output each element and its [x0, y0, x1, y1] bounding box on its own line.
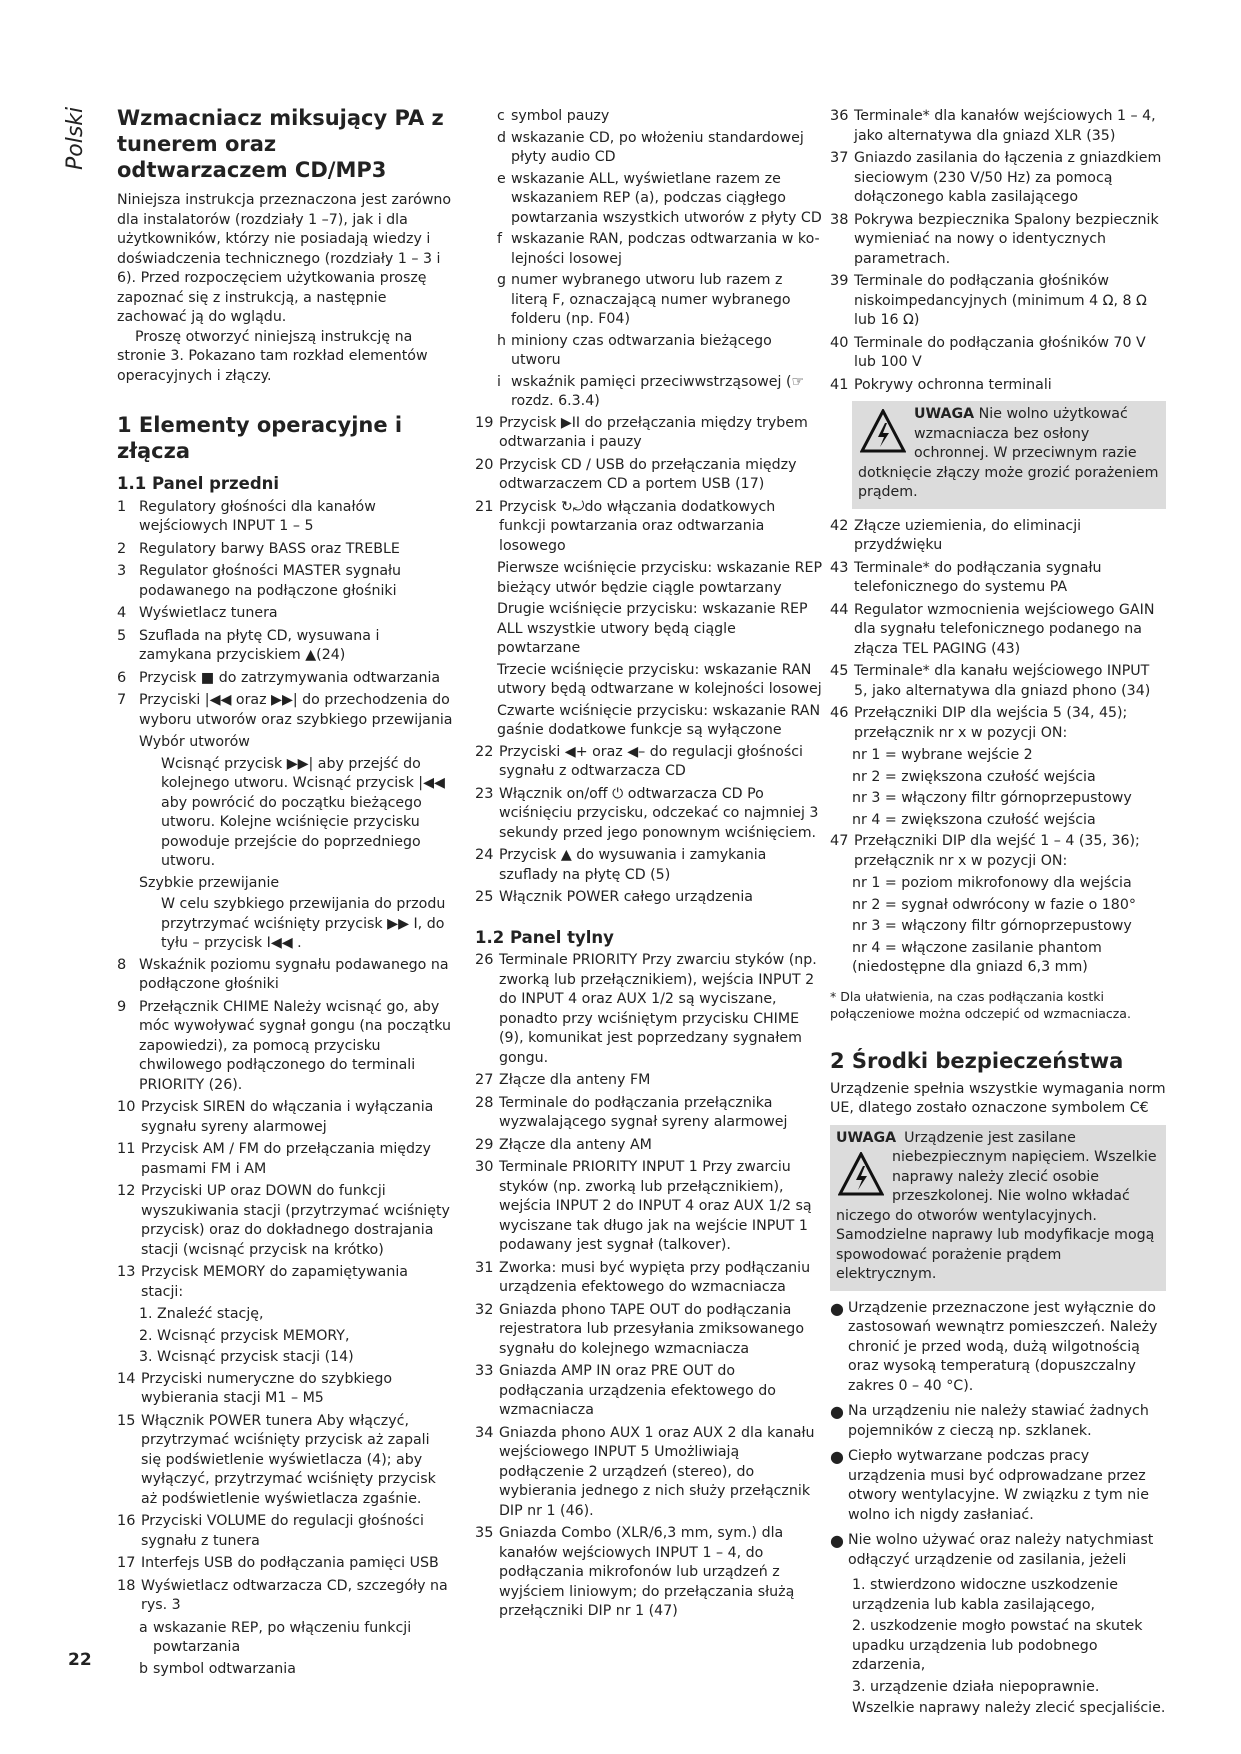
item-text: Pokrywy ochronna terminali	[854, 376, 1052, 393]
item-number: 38	[830, 211, 849, 228]
sub-item-letter: b	[139, 1660, 149, 1677]
section-1-2-heading: 1.2 Panel tylny	[475, 927, 614, 947]
list-item	[830, 376, 1166, 396]
list-item	[117, 1263, 453, 1302]
list-item	[475, 743, 823, 782]
item-number: 36	[830, 108, 849, 124]
bullet-text: Nie wolno używać oraz należy natychmiast odłączyć urządzenie od zasilania, jeżeli	[848, 1532, 1154, 1568]
item-list	[117, 1370, 453, 1616]
item-number: 13	[117, 1264, 136, 1280]
item-list	[830, 517, 1166, 744]
item-text: Przyciski UP oraz DOWN do funkcji wyszukiwania stacji (przytrzymać wciśnięty przycisk) oraz do dokładnego dostrajania stacji (wcisnąć przycisk na krótko)	[141, 1183, 450, 1258]
item-number: 31	[475, 1259, 494, 1276]
item-text: Przycisk SIREN do włączania i wyłączania sygnału syreny alarmowej	[141, 1099, 434, 1135]
sub-item-text: wskazanie CD, po włożeniu standardowej płyty audio CD	[511, 129, 804, 165]
item-number: 34	[475, 1424, 494, 1441]
item18-subs-cont	[475, 107, 823, 412]
list-item	[830, 559, 1166, 598]
warning-label: UWAGA	[836, 1129, 897, 1146]
item-text: Przełącznik CHIME Należy wcisnąć go, aby móc wywoływać sygnał gongu (na początku zapowiedzi), za pomocą przycisku chwilowego podłączonego do terminali PRIORITY (26).	[139, 998, 452, 1093]
item-text: Terminale do podłączania przełącznika wyzwalającego sygnał syreny alarmowej	[499, 1094, 788, 1130]
dip-line: nr 3 = włączony filtr górnoprzepustowy	[852, 918, 1132, 934]
item-number: 3	[117, 563, 127, 579]
list-item	[117, 604, 453, 624]
bullet4-steps	[830, 1576, 1166, 1697]
list-item	[117, 562, 453, 601]
item47-lines	[830, 874, 1166, 978]
sub-item-text: wskazanie REP, po włączeniu funkcji powtarzania	[153, 1619, 412, 1655]
item-number: 28	[475, 1094, 494, 1111]
step-line: 2. Wcisnąć przycisk MEMORY,	[139, 1327, 350, 1344]
item-text: Terminale do podłączania głośników 70 V lub 100 V	[854, 334, 1146, 370]
item-text: Terminale do podłączania głośników niskoimpedancyjnych (minimum 4 Ω, 8 Ω lub 16 Ω)	[854, 273, 1147, 328]
item-text: Przyciski VOLUME do regulacji głośności sygnału z tunera	[141, 1513, 424, 1549]
sub-item-letter: i	[497, 373, 501, 390]
sub-item-text: symbol pauzy	[511, 108, 610, 124]
sub-item	[497, 107, 823, 127]
list-item	[117, 998, 453, 1096]
item-text: Pokrywa bezpiecznika Spalony bezpiecznik wymieniać na nowy o identycznych parametrach.	[854, 211, 1159, 267]
mode-line: Pierwsze wciśnięcie przycisku: wskazanie REP bieżący utwór będzie ciągle powtarzany	[497, 560, 823, 596]
list-item	[830, 149, 1166, 208]
item-number: 42	[830, 517, 849, 534]
bullet-item	[830, 1531, 1166, 1570]
item7-sub1-head: Wybór utworów	[139, 734, 250, 750]
list-item	[475, 1071, 823, 1091]
item-number: 7	[117, 692, 127, 708]
list-item	[830, 832, 1166, 871]
list-item	[117, 1370, 453, 1409]
item-number: 18	[117, 1577, 136, 1594]
item21-lines	[475, 559, 823, 741]
mode-line: Drugie wciśnięcie przycisku: wskazanie REP ALL wszystkie utwory będą ciągle powtarzane	[497, 601, 808, 656]
warning-box-2	[830, 1125, 1166, 1291]
column-2	[475, 105, 823, 1625]
item-text: Terminale* dla kanałów wejściowych 1 – 4, jako alternatywa dla gniazd XLR (35)	[854, 108, 1156, 144]
list-item	[475, 846, 823, 885]
list-item	[117, 498, 453, 537]
list-item	[830, 601, 1166, 660]
list-item	[830, 211, 1166, 270]
list-item	[117, 540, 453, 560]
item-list	[830, 832, 1166, 871]
item-number: 26	[475, 952, 494, 968]
step-line: 1. Znaleźć stację,	[139, 1306, 264, 1322]
step-line: 2. uszkodzenie mogło powstać na skutek upadku urządzenia lub podobnego zdarzenia,	[852, 1618, 1143, 1673]
list-item	[475, 1094, 823, 1133]
item-text: Wskaźnik poziomu sygnału podawanego na podłączone głośniki	[139, 956, 449, 992]
item-text: Regulator wzmocnienia wejściowego GAIN dla sygnału telefonicznego podanego na złącza TEL PAGING (43)	[854, 601, 1155, 657]
list-item	[475, 414, 823, 453]
sub-item-letter: d	[497, 129, 507, 146]
item-text: Przyciski numeryczne do szybkiego wybierania stacji M1 – M5	[141, 1370, 393, 1406]
item-list	[475, 743, 823, 908]
item-text: Terminale PRIORITY Przy zwarciu styków (np. zworką lub przełącznikiem), wejścia INPUT 2 do INPUT 4 oraz AUX 1/2 są wyciszane, ponadto przy wciśniętym przycisku CHIME (9), komunikat jest poprzedzany sygnałem gongu.	[499, 952, 817, 1066]
item-number: 40	[830, 334, 849, 351]
list-item	[117, 1412, 453, 1510]
item-text: Przyciski ◀+ oraz ◀– do regulacji głośności sygnału z odtwarzacza CD	[499, 743, 803, 779]
column-1	[117, 105, 453, 1681]
item-number: 22	[475, 743, 494, 760]
item-text: Przycisk AM / FM do przełączania między pasmami FM i AM	[141, 1141, 431, 1177]
item-number: 16	[117, 1513, 136, 1529]
item-number: 15	[117, 1412, 136, 1429]
page-number: 22	[68, 1650, 92, 1670]
item-number: 21	[475, 498, 494, 515]
item-number: 25	[475, 889, 494, 905]
item-text: Szuflada na płytę CD, wysuwana i zamykana przyciskiem ▲(24)	[139, 627, 380, 663]
item-text: Przycisk ↻⤾do włączania dodatkowych funkcji powtarzania oraz odtwarzania losowego	[499, 498, 776, 554]
dip-line: nr 4 = włączone zasilanie phantom (niedostępne dla gniazd 6,3 mm)	[852, 939, 1102, 975]
item-number: 17	[117, 1555, 136, 1571]
item-number: 35	[475, 1525, 494, 1541]
item-number: 20	[475, 456, 494, 473]
sub-item	[497, 230, 823, 269]
item-number: 37	[830, 150, 849, 166]
item-text: Przycisk ▶II do przełączania między trybem odtwarzania i pauzy	[499, 414, 808, 450]
item-number: 6	[117, 669, 127, 686]
list-item	[475, 888, 823, 908]
item-number: 44	[830, 601, 849, 618]
list-item	[475, 1524, 823, 1622]
item-text: Terminale* do podłączania sygnału telefonicznego do systemu PA	[854, 559, 1102, 595]
sub-item	[139, 1619, 453, 1658]
list-item	[475, 1259, 823, 1298]
list-item	[475, 1424, 823, 1522]
item-number: 5	[117, 627, 127, 644]
item-text: Złącze dla anteny AM	[499, 1136, 652, 1153]
bullet-icon: ●	[830, 1447, 844, 1466]
bullet-item	[830, 1447, 1166, 1525]
item-text: Złącze dla anteny FM	[499, 1072, 651, 1088]
bullet-item	[830, 1402, 1166, 1441]
item-text: Gniazda phono AUX 1 oraz AUX 2 dla kanału wejściowego INPUT 5 Umożliwiają podłączenie 2 urządzeń (stereo), do wybierania jednego z nich służy przełącznik DIP nr 1 (46).	[499, 1424, 815, 1519]
item18-subs	[117, 1619, 453, 1680]
item-text: Włącznik POWER całego urządzenia	[499, 889, 753, 905]
item-text: Przycisk CD / USB do przełączania między odtwarzaczem CD a portem USB (17)	[499, 456, 797, 492]
warning-text: Urządzenie jest zasilane niebezpiecznym napięciem. Wszelkie naprawy należy zlecić osobie przeszkolonej. Nie wolno wkładać niczego do otworów wentylacyjnych. Samodzielne naprawy lub modyfikacje mogą spowodować porażenie prądem elektrycznym.	[836, 1129, 1157, 1282]
sub-item	[497, 332, 823, 371]
item-text: Przycisk ■ do zatrzymywania odtwarzania	[139, 669, 441, 686]
section-1-1-heading: 1.1 Panel przedni	[117, 474, 280, 493]
item-number: 23	[475, 785, 494, 802]
item-number: 29	[475, 1136, 494, 1153]
item-number: 1	[117, 498, 127, 515]
intro-paragraph-2: Proszę otworzyć niniejszą instrukcję na stronie 3. Pokazano tam rozkład elementów operacyjnych i złączy.	[117, 328, 428, 384]
sub-item-letter: c	[497, 108, 505, 124]
list-item	[117, 1554, 453, 1574]
item-number: 47	[830, 833, 849, 849]
list-item	[830, 662, 1166, 701]
sub-item-letter: g	[497, 272, 507, 288]
section-2-text: Urządzenie spełnia wszystkie wymagania norm UE, dlatego zostało oznaczone symbolem C€	[830, 1080, 1166, 1116]
item-text: Regulator głośności MASTER sygnału podawanego na podłączone głośniki	[139, 563, 402, 599]
item-text: Wyświetlacz odtwarzacza CD, szczegóły na rys. 3	[141, 1577, 448, 1613]
sub-item-letter: h	[497, 332, 506, 349]
sub-item-text: wskazanie RAN, podczas odtwarzania w ko-lejności losowej	[511, 231, 820, 267]
item-number: 10	[117, 1099, 136, 1115]
list-item	[830, 107, 1166, 146]
list-item	[830, 517, 1166, 556]
sub-item-text: numer wybranego utworu lub razem z literą F, oznaczającą numer wybranego folderu (np. F04)	[511, 272, 791, 327]
list-item	[475, 498, 823, 557]
item-number: 32	[475, 1301, 494, 1318]
sub-item-text: wskazanie ALL, wyświetlane razem ze wskazaniem REP (a), podczas ciągłego powtarzania wszystkich utworów z płyty CD	[511, 170, 822, 226]
warning-text: Nie wolno użytkować wzmacniacza bez osłony ochronnej. W przeciwnym razie dotknięcie złączy może grozić porażeniem prądem.	[858, 406, 1159, 500]
bullet-text: Ciepło wytwarzane podczas pracy urządzenia musi być odprowadzane przez otwory wentylacyjne. W związku z tym nie wolno ich nigdy zasłaniać.	[848, 1448, 1149, 1523]
list-item	[830, 272, 1166, 331]
item-text: Interfejs USB do podłączania pamięci USB	[141, 1555, 439, 1571]
item-number: 27	[475, 1072, 494, 1088]
item-text: Złącze uziemienia, do eliminacji przydźwięku	[854, 517, 1082, 553]
warning-box-1	[852, 401, 1166, 509]
item-list	[475, 951, 823, 1622]
item-text: Włącznik on/off ⏻ odtwarzacza CD Po wciśnięciu przycisku, odczekać co najmniej 3 sekundy przed jego ponownym wciśnięciem.	[499, 785, 819, 841]
sub-item	[497, 271, 823, 330]
item-number: 39	[830, 273, 849, 289]
item-text: Regulatory głośności dla kanałów wejściowych INPUT 1 – 5	[139, 498, 376, 534]
intro-paragraph: Niniejsza instrukcja przeznaczona jest zarówno dla instalatorów (rozdziały 1 –7), jak i dla użytkowników, którzy nie posiadają wiedzy i doświadczenia technicznego (rozdziały 1 – 3 i 6). Przed rozpoczęciem użytkowania proszę zapoznać się z instrukcją, a następnie zachować ją do wglądu.	[117, 192, 452, 325]
bullet-icon: ●	[830, 1298, 844, 1318]
item7-sub2-head: Szybkie przewijanie	[139, 874, 280, 891]
page-title: Wzmacniacz miksujący PA z tunerem oraz odtwarzaczem CD/MP3	[117, 106, 444, 182]
list-item	[475, 456, 823, 495]
list-item	[117, 1098, 453, 1137]
item-text: Przycisk ▲ do wysuwania i zamykania szuflady na płytę CD (5)	[499, 847, 767, 883]
bullet-text: Urządzenie przeznaczone jest wyłącznie do zastosowań wewnątrz pomieszczeń. Należy chronić je przed wodą, dużą wilgotnością oraz wysoką temperaturą (dopuszczalny zakres 0 – 40 °C).	[848, 1299, 1158, 1394]
item-text: Gniazda Combo (XLR/6,3 mm, sym.) dla kanałów wejściowych INPUT 1 – 4, do podłączania mikrofonów lub urządzeń z wyjściem liniowym; do przełączania służą przełączniki DIP nr 1 (47)	[499, 1525, 795, 1619]
list-item	[117, 1182, 453, 1260]
list-item	[475, 1136, 823, 1156]
warning-triangle-icon	[860, 409, 906, 453]
item13-steps	[117, 1305, 453, 1368]
item-text: Terminale* dla kanału wejściowego INPUT 5, jako alternatywa dla gniazd phono (34)	[854, 663, 1151, 699]
item-number: 4	[117, 605, 127, 621]
dip-line: nr 4 = zwiększona czułość wejścia	[852, 811, 1096, 828]
item-text: Włącznik POWER tunera Aby włączyć, przytrzymać wciśnięty przycisk aż zapali się podświetlenie wyświetlacza (4); aby wyłączyć, przytrzymać wciśnięty przycisk aż podświetlenie wyświetlacza zgaśnie.	[141, 1412, 436, 1507]
item-number: 41	[830, 376, 849, 393]
item-list	[475, 414, 823, 557]
item-number: 45	[830, 663, 849, 679]
section-2-heading: 2 Środki bezpieczeństwa	[830, 1048, 1124, 1073]
list-item	[117, 1577, 453, 1616]
dip-line: nr 1 = poziom mikrofonowy dla wejścia	[852, 875, 1132, 891]
item7-sub1-body: Wcisnąć przycisk ▶▶| aby przejść do kolejnego utworu. Wcisnąć przycisk |◀◀ aby powrócić do początku bieżącego utworu. Kolejne wciśnięcie przycisku powoduje przejście do poprzedniego utworu.	[161, 755, 445, 869]
sub-item-letter: e	[497, 170, 506, 187]
list-item	[117, 627, 453, 666]
sub-item-letter: f	[497, 231, 502, 247]
sub-item	[139, 1660, 453, 1680]
final-note: Wszelkie naprawy należy zlecić specjaliście.	[852, 1700, 1166, 1716]
mode-line: Czwarte wciśnięcie przycisku: wskazanie RAN gaśnie dodatkowe funkcje są wyłączone	[497, 702, 821, 738]
item-text: Regulatory barwy BASS oraz TREBLE	[139, 540, 400, 557]
item-number: 33	[475, 1363, 494, 1379]
list-item	[475, 951, 823, 1068]
bullet-icon: ●	[830, 1402, 844, 1421]
warning-triangle-icon	[838, 1152, 884, 1196]
item-text: Przyciski |◀◀ oraz ▶▶| do przechodzenia do wyboru utworów oraz szybkiego przewijania	[139, 692, 453, 728]
item-text: Gniazdo zasilania do łączenia z gniazdkiem sieciowym (230 V/50 Hz) za pomocą dołączonego kabla zasilającego	[854, 150, 1162, 205]
warning-label: UWAGA	[914, 406, 975, 422]
item-text: Gniazda AMP IN oraz PRE OUT do podłączania urządzenia efektowego do wzmacniacza	[499, 1363, 776, 1418]
list-item	[117, 1512, 453, 1551]
dip-line: nr 3 = włączony filtr górnoprzepustowy	[852, 790, 1132, 806]
sub-item-text: wskaźnik pamięci przeciwwstrząsowej (☞ rozdz. 6.3.4)	[511, 373, 805, 409]
item-text: Przycisk MEMORY do zapamiętywania stacji:	[141, 1264, 408, 1300]
list-item	[117, 669, 453, 689]
bullet-text: Na urządzeniu nie należy stawiać żadnych pojemników z cieczą np. szklanek.	[848, 1403, 1149, 1439]
item-number: 11	[117, 1141, 136, 1157]
bullet-list	[830, 1299, 1166, 1571]
item-number: 2	[117, 540, 127, 557]
item-number: 14	[117, 1370, 136, 1387]
dip-line: nr 1 = wybrane wejście 2	[852, 747, 1033, 763]
list-item	[117, 691, 453, 730]
sub-item	[497, 373, 823, 412]
item-number: 12	[117, 1183, 136, 1199]
item-number: 43	[830, 559, 849, 576]
sub-item-text: miniony czas odtwarzania bieżącego utworu	[511, 332, 772, 368]
step-line: 3. Wcisnąć przycisk stacji (14)	[139, 1349, 354, 1365]
item-list	[117, 956, 453, 1303]
sub-item	[497, 129, 823, 168]
list-item	[475, 1158, 823, 1256]
item7-sub2-body: W celu szybkiego przewijania do przodu przytrzymać wciśnięty przycisk ▶▶ I, do tyłu – przycisk I◀◀ .	[161, 896, 446, 951]
dip-line: nr 2 = sygnał odwrócony w fazie o 180°	[852, 896, 1136, 913]
sub-item-text: symbol odtwarzania	[153, 1660, 296, 1677]
list-item	[117, 1140, 453, 1179]
section-1-heading: 1 Elementy operacyjne i złącza	[117, 413, 403, 463]
item46-lines	[830, 746, 1166, 830]
step-line: 1. stwierdzono widoczne uszkodzenie urządzenia lub kabla zasilającego,	[852, 1577, 1118, 1613]
sub-item	[497, 170, 823, 229]
item-list	[117, 498, 453, 731]
item-number: 9	[117, 998, 127, 1015]
item-text: Przełączniki DIP dla wejść 1 – 4 (35, 36); przełącznik nr x w pozycji ON:	[854, 833, 1140, 869]
item-text: Terminale PRIORITY INPUT 1 Przy zwarciu styków (np. zworką lub przełącznikiem), wejścia INPUT 2 do INPUT 4 oraz AUX 1/2 są wyciszane tak długo jak na wejście INPUT 1 podawany jest sygnał (talkover).	[499, 1159, 812, 1253]
item-text: Zworka: musi być wypięta przy podłączaniu urządzenia efektowego do wzmacniacza	[499, 1259, 811, 1295]
bullet-item	[830, 1299, 1166, 1397]
item-number: 8	[117, 956, 127, 973]
column-3	[830, 105, 1166, 1719]
dip-line: nr 2 = zwiększona czułość wejścia	[852, 768, 1096, 785]
item-number: 19	[475, 414, 494, 431]
language-tab: Polski	[63, 106, 88, 170]
list-item	[830, 704, 1166, 743]
list-item	[830, 334, 1166, 373]
bullet-icon: ●	[830, 1531, 844, 1550]
list-item	[475, 785, 823, 844]
footnote: * Dla ułatwienia, na czas podłączania kostki połączeniowe można odczepić od wzmacniacza.	[830, 988, 1131, 1021]
mode-line: Trzecie wciśnięcie przycisku: wskazanie RAN utwory będą odtwarzane w kolejności losowej	[497, 661, 822, 697]
list-item	[475, 1301, 823, 1360]
item-text: Wyświetlacz tunera	[139, 605, 278, 621]
item-list	[830, 107, 1166, 395]
item-text: Przełączniki DIP dla wejścia 5 (34, 45); przełącznik nr x w pozycji ON:	[854, 705, 1128, 741]
sub-item-letter: a	[139, 1619, 148, 1636]
item-text: Gniazda phono TAPE OUT do podłączania rejestratora lub przesyłania zmiksowanego sygnału do kolejnego wzmacniacza	[499, 1301, 804, 1357]
list-item	[475, 1362, 823, 1421]
item-number: 24	[475, 847, 494, 863]
list-item	[117, 956, 453, 995]
item-number: 30	[475, 1159, 494, 1175]
item-number: 46	[830, 705, 849, 721]
step-line: 3. urządzenie działa niepoprawnie.	[852, 1678, 1100, 1695]
